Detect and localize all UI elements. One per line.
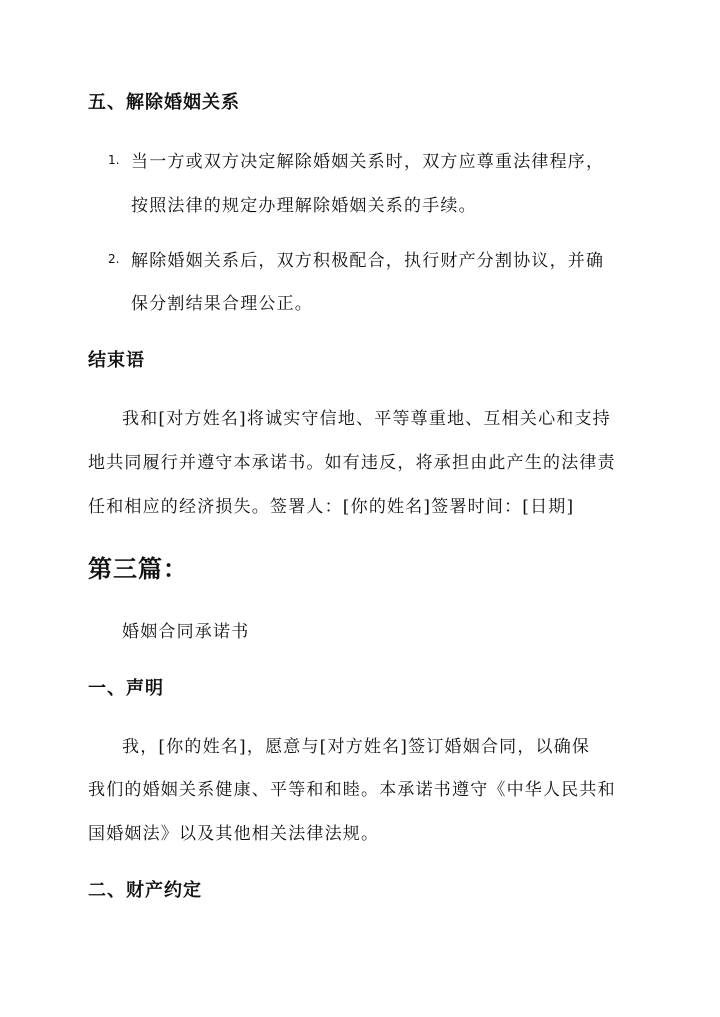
part-title: 第三篇： (88, 554, 188, 583)
list-item-text: 解除婚姻关系后，双方积极配合，执行财产分割协议，并确 (131, 251, 605, 271)
section-heading-conclusion: 结束语 (88, 350, 145, 371)
paragraph-line: 国婚姻法》以及其他相关法律法规。 (88, 824, 380, 844)
paragraph-line: 我，[你的姓名]，愿意与[对方姓名]签订婚姻合同，以确保 (122, 737, 591, 757)
document-title: 婚姻合同承诺书 (122, 622, 250, 642)
section-heading-dissolution: 五、解除婚姻关系 (88, 92, 240, 113)
paragraph-line: 任和相应的经济损失。签署人：[你的姓名]签署时间：[日期] (88, 497, 575, 517)
paragraph-line: 地共同履行并遵守本承诺书。如有违反，将承担由此产生的法律责 (88, 453, 616, 473)
paragraph-line: 我们的婚姻关系健康、平等和和睦。本承诺书遵守《中华人民共和 (88, 780, 616, 800)
paragraph-line: 我和[对方姓名]将诚实守信地、平等尊重地、互相关心和支持 (122, 409, 611, 429)
section-heading-property: 二、财产约定 (88, 880, 202, 901)
list-item-number: 2. (108, 252, 120, 266)
list-item-text: 保分割结果合理公正。 (131, 294, 313, 314)
list-item-text: 当一方或双方决定解除婚姻关系时，双方应尊重法律程序， (131, 152, 605, 172)
list-item-number: 1. (108, 153, 120, 167)
section-heading-declaration: 一、声明 (88, 678, 164, 699)
list-item-text: 按照法律的规定办理解除婚姻关系的手续。 (131, 196, 477, 216)
